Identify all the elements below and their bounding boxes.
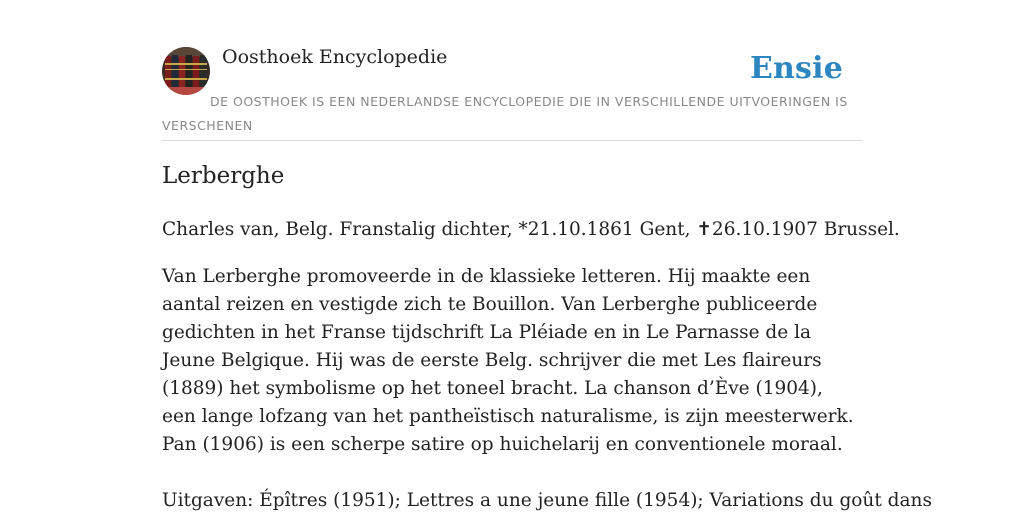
article-title: Lerberghe bbox=[162, 163, 285, 189]
article-body-paragraph: Van Lerberghe promoveerde in de klassieke letteren. Hij maakte een aantal reizen en vestigde zich te Bouillon. Van Lerberghe publiceerde gedichten in het Franse tijdschrift La Pléiade en in Le Parnasse de la Jeune Belgique. Hij was de eerste Belg. schrijver die met Les flaireurs (1889) het symbolisme op het toneel bracht. La chanson d’Ève (1904), een lange lofzang van het pantheïstisch naturalisme, is zijn meesterwerk. Pan (1906) is een scherpe satire op huichelarij en conventionele moraal. bbox=[162, 266, 854, 455]
ensie-logo-link[interactable]: Ensie bbox=[749, 51, 843, 86]
encyclopedia-books-avatar-icon[interactable] bbox=[162, 47, 210, 95]
site-header bbox=[162, 0, 862, 141]
article-editions-paragraph: Uitgaven: Épîtres (1951); Lettres a une jeune fille (1954); Variations du goût dans bbox=[162, 490, 932, 511]
article-intro-paragraph: Charles van, Belg. Franstalig dichter, *21.10.1861 Gent, ✝26.10.1907 Brussel. bbox=[162, 219, 900, 240]
site-title-link[interactable]: Oosthoek Encyclopedie bbox=[222, 46, 448, 68]
page bbox=[162, 0, 932, 512]
site-tagline: DE OOSTHOEK IS EEN NEDERLANDSE ENCYCLOPEDIE DIE IN VERSCHILLENDE UITVOERINGEN IS VERSCHENEN bbox=[162, 94, 848, 133]
